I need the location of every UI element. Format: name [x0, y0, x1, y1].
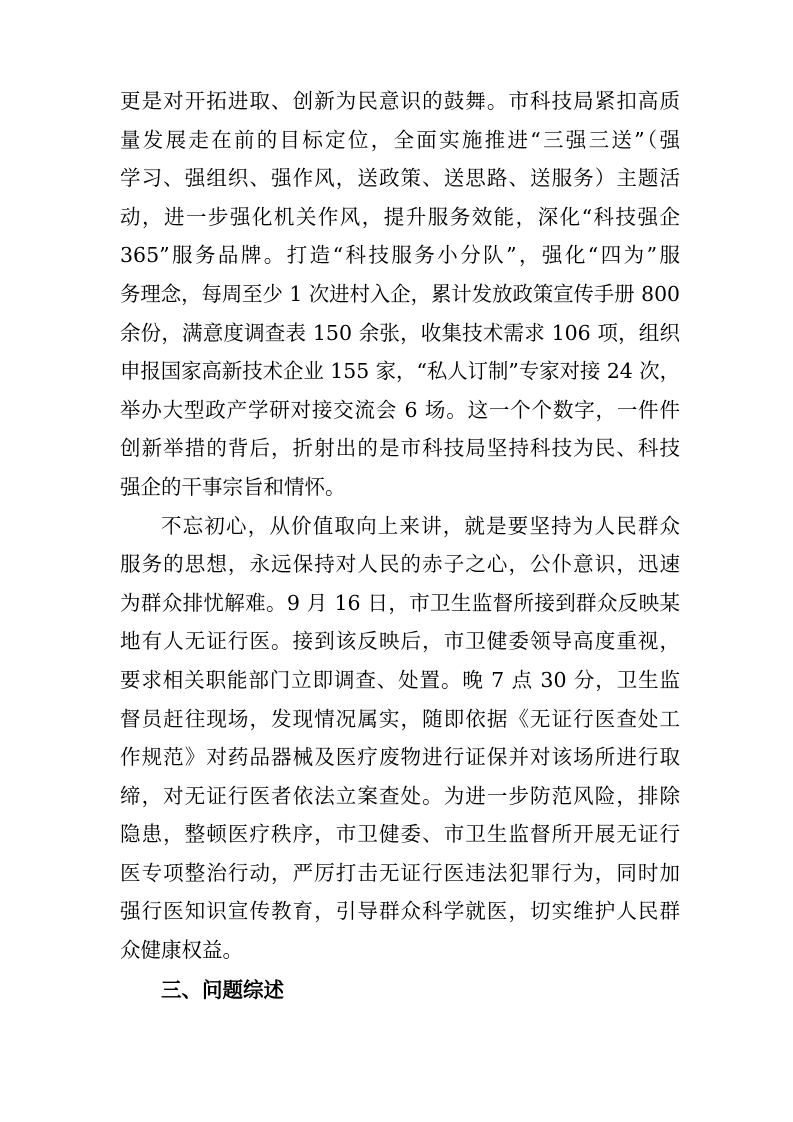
paragraph-line: 365”服务品牌。打造“科技服务小分队”，强化“四为”服 [120, 243, 680, 268]
paragraph-line: 更是对开拓进取、创新为民意识的鼓舞。市科技局紧扣高质 [120, 89, 680, 113]
paragraph-line: 服务的思想，永远保持对人民的赤子之心，公仆意识，迅速 [120, 552, 680, 577]
section-heading: 三、问题综述 [161, 977, 284, 1002]
paragraph-line: 要求相关职能部门立即调查、处置。晚 7 点 30 分，卫生监 [120, 667, 680, 692]
paragraph-line: 不忘初心，从价值取向上来讲，就是要坚持为人民群众 [161, 513, 680, 538]
paragraph-line: 务理念，每周至少 1 次进村入企，累计发放政策宣传手册 800 [120, 281, 680, 306]
paragraph-line: 学习、强组织、强作风，送政策、送思路、送服务）主题活 [120, 166, 680, 191]
paragraph-line: 地有人无证行医。接到该反映后，市卫健委领导高度重视， [120, 629, 680, 654]
document-body [120, 82, 680, 1010]
paragraph-line: 创新举措的背后，折射出的是市科技局坚持科技为民、科技 [120, 436, 680, 461]
paragraph-line: 强企的干事宗旨和情怀。 [120, 474, 346, 499]
paragraph-line: 强行医知识宣传教育，引导群众科学就医，切实维护人民群 [120, 899, 680, 924]
paragraph-line: 为群众排忧解难。9 月 16 日，市卫生监督所接到群众反映某 [120, 590, 680, 615]
paragraph-line: 隐患，整顿医疗秩序，市卫健委、市卫生监督所开展无证行 [120, 822, 680, 847]
paragraph-2 [120, 507, 680, 970]
paragraph-line: 督员赶往现场，发现情况属实，随即依据《无证行医查处工 [120, 706, 680, 731]
paragraph-1 [120, 82, 680, 507]
paragraph-line: 作规范》对药品器械及医疗废物进行证保并对该场所进行取 [120, 745, 680, 770]
paragraph-line: 量发展走在前的目标定位，全面实施推进“三强三送”（强 [120, 127, 680, 152]
paragraph-line: 医专项整治行动，严厉打击无证行医违法犯罪行为，同时加 [120, 860, 680, 885]
paragraph-line: 申报国家高新技术企业 155 家，“私人订制”专家对接 24 次， [120, 359, 680, 384]
paragraph-line: 动，进一步强化机关作风，提升服务效能，深化“科技强企 [120, 204, 680, 229]
paragraph-line: 缔，对无证行医者依法立案查处。为进一步防范风险，排除 [120, 783, 680, 808]
paragraph-line: 举办大型政产学研对接交流会 6 场。这一个个数字，一件件 [120, 397, 680, 422]
paragraph-line: 余份，满意度调查表 150 余张，收集技术需求 106 项，组织 [120, 320, 680, 345]
paragraph-line: 众健康权益。 [120, 938, 243, 963]
